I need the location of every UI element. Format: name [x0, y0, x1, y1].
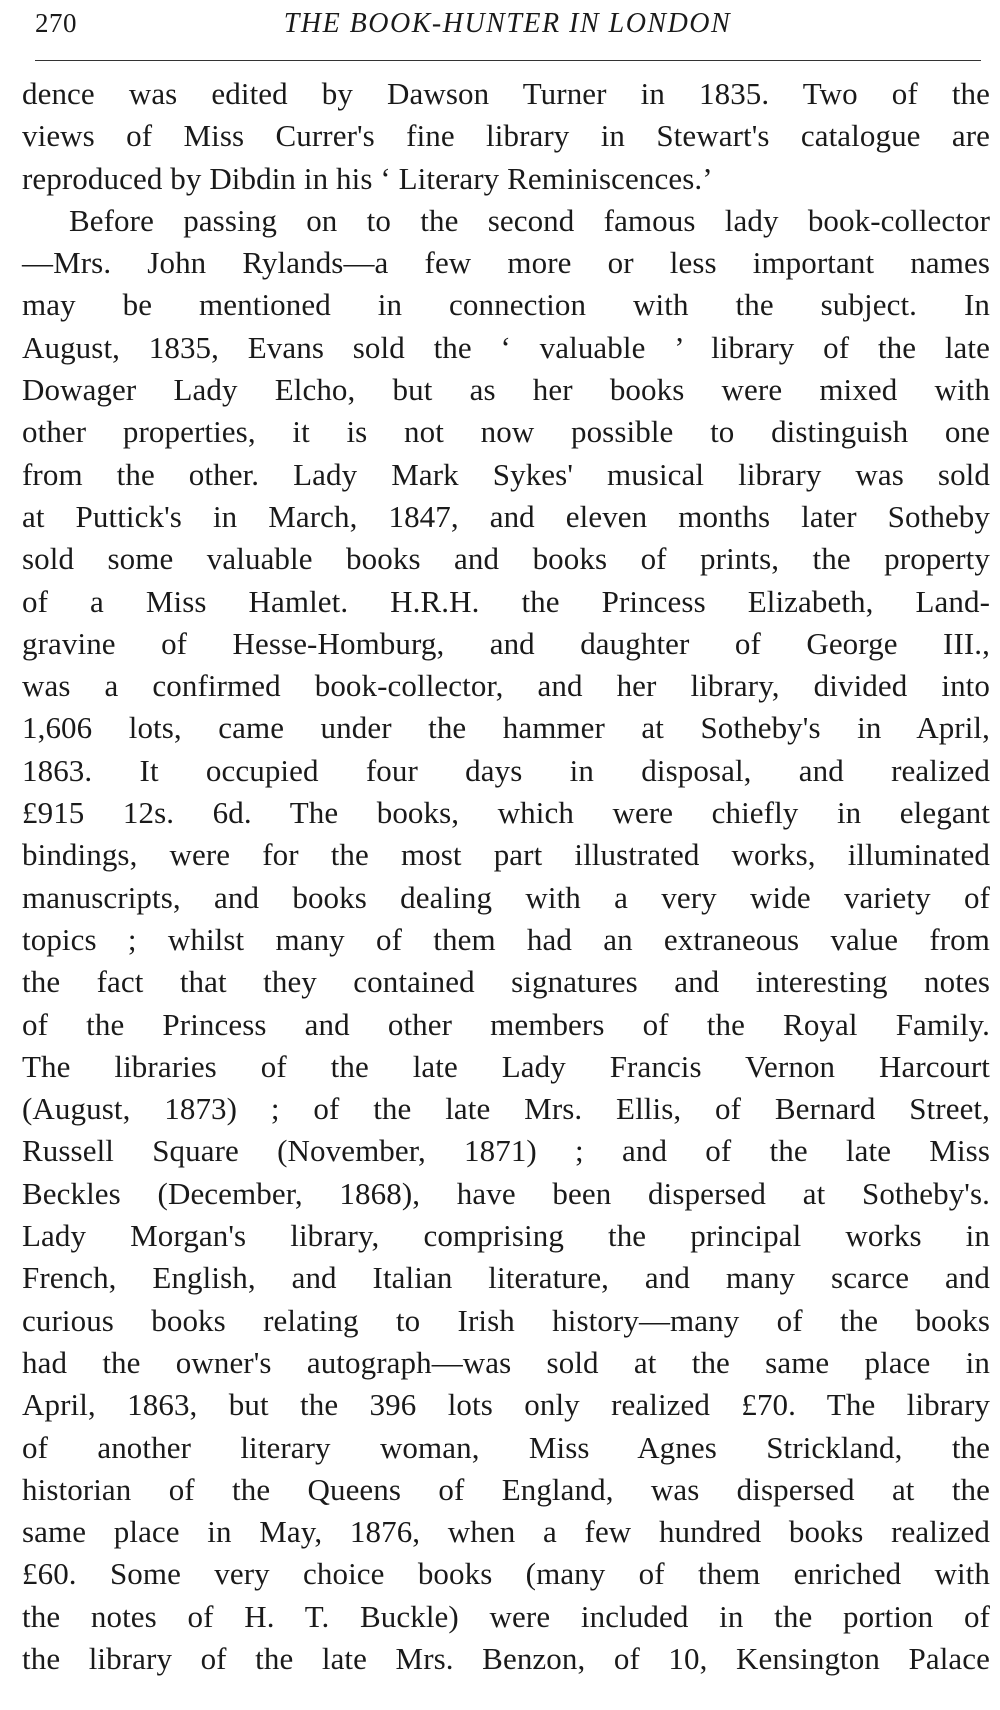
running-head	[35, 4, 980, 54]
text-line: Dowager Lady Elcho, but as her books were mixed with	[22, 372, 990, 408]
text-line: sold some valuable books and books of prints, the property	[22, 541, 990, 577]
text-line: other properties, it is not now possible to distinguish one	[22, 414, 990, 450]
text-line: gravine of Hesse-Homburg, and daughter of George III.,	[22, 625, 990, 661]
header-rule	[35, 60, 981, 61]
text-line: 1,606 lots, came under the hammer at Sotheby's in April,	[22, 710, 990, 746]
text-line: 1863. It occupied four days in disposal, and realized	[22, 752, 990, 788]
text-line: dence was edited by Dawson Turner in 1835. Two of the	[22, 76, 990, 111]
text-line: of the Princess and other members of the Royal Family.	[22, 1006, 990, 1042]
text-line: topics ; whilst many of them had an extraneous value from	[22, 921, 990, 957]
text-line: at Puttick's in March, 1847, and eleven months later Sotheby	[22, 498, 990, 534]
text-line: was a confirmed book-collector, and her library, divided into	[22, 668, 990, 704]
text-line: of another literary woman, Miss Agnes Strickland, the	[22, 1429, 990, 1465]
text-line: £915 12s. 6d. The books, which were chiefly in elegant	[22, 795, 990, 831]
text-line: same place in May, 1876, when a few hundred books realized	[22, 1514, 990, 1550]
text-line: reproduced by Dibdin in his ‘ Literary Reminiscences.’	[22, 160, 713, 196]
text-line: the library of the late Mrs. Benzon, of 10, Kensington Palace	[22, 1640, 990, 1676]
text-line: from the other. Lady Mark Sykes' musical library was sold	[22, 456, 990, 492]
text-line: the notes of H. T. Buckle) were included in the portion of	[22, 1598, 990, 1634]
page-number: 270	[35, 8, 77, 38]
text-line: the fact that they contained signatures and interesting notes	[22, 964, 990, 1000]
text-line: may be mentioned in connection with the subject. In	[22, 287, 990, 323]
text-line: of a Miss Hamlet. H.R.H. the Princess Elizabeth, Land-	[22, 583, 990, 619]
text-line: views of Miss Currer's fine library in Stewart's catalogue are	[22, 118, 990, 154]
text-line: curious books relating to Irish history—many of the books	[22, 1302, 990, 1338]
text-line: Before passing on to the second famous lady book-collector	[69, 202, 990, 238]
text-line: April, 1863, but the 396 lots only realized £70. The library	[22, 1387, 990, 1423]
text-line: Lady Morgan's library, comprising the principal works in	[22, 1218, 990, 1254]
text-line: bindings, were for the most part illustrated works, illuminated	[22, 837, 990, 873]
text-line: £60. Some very choice books (many of them enriched with	[22, 1556, 990, 1592]
text-line: —Mrs. John Rylands—a few more or less important names	[22, 245, 990, 281]
running-title: THE BOOK-HUNTER IN LONDON	[283, 8, 732, 39]
text-line: The libraries of the late Lady Francis Vernon Harcourt	[22, 1048, 990, 1084]
body-text	[22, 73, 990, 1680]
text-line: historian of the Queens of England, was dispersed at the	[22, 1471, 990, 1507]
text-line: had the owner's autograph—was sold at the same place in	[22, 1344, 990, 1380]
text-line: August, 1835, Evans sold the ‘ valuable ’ library of the late	[22, 329, 990, 365]
text-line: Beckles (December, 1868), have been dispersed at Sotheby's.	[22, 1175, 990, 1211]
text-line: French, English, and Italian literature, and many scarce and	[22, 1260, 990, 1296]
text-line: manuscripts, and books dealing with a very wide variety of	[22, 879, 990, 915]
text-line: (August, 1873) ; of the late Mrs. Ellis, of Bernard Street,	[22, 1091, 990, 1127]
text-line: Russell Square (November, 1871) ; and of the late Miss	[22, 1133, 990, 1169]
